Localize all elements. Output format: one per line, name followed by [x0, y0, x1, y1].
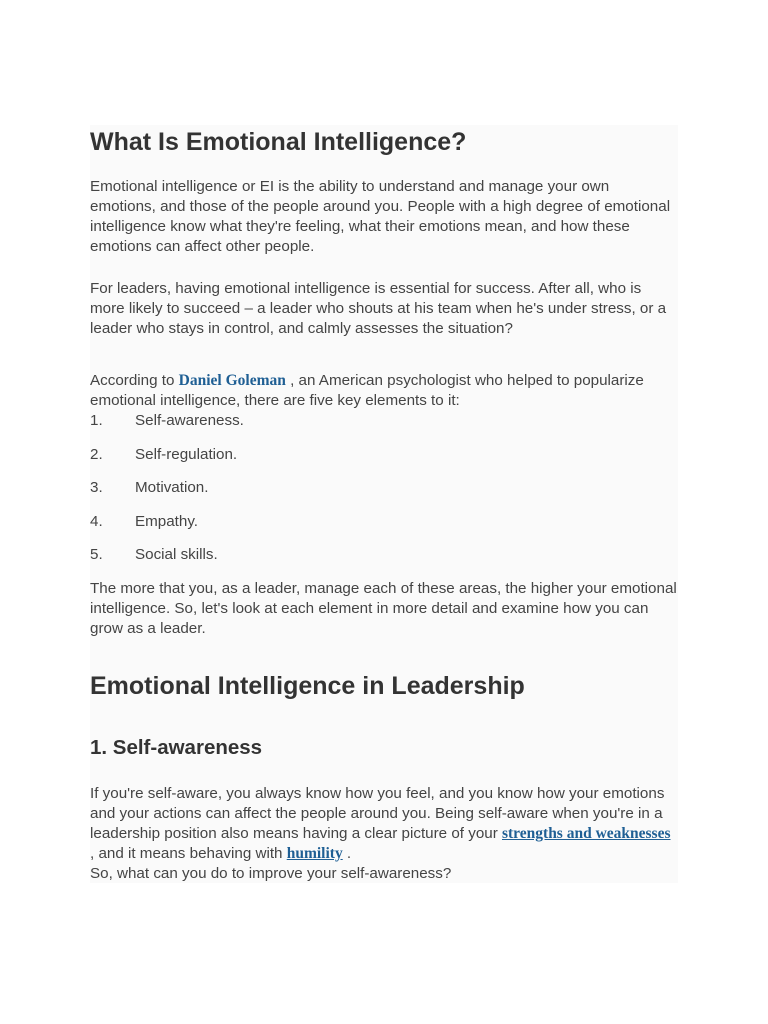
list-item	[90, 411, 678, 431]
list-item-number: 1.	[90, 412, 103, 429]
list-item-text: Self-awareness.	[135, 412, 244, 429]
strengths-weaknesses-link[interactable]: strengths and weaknesses	[501, 825, 671, 842]
humility-link[interactable]: humility	[286, 845, 343, 862]
list-item	[90, 445, 678, 465]
list-item-number: 2.	[90, 445, 103, 463]
paragraph-self-aware	[90, 784, 678, 864]
goleman-text-after: , an American psychologist who helped to popularize emotional intelligence, there are five key elements to it:	[90, 372, 644, 409]
paragraph-leaders: For leaders, having emotional intelligence is essential for success. After all, who is more likely to succeed – a leader who shouts at his team when he's under stress, or a leader who stays in control, and calmly assesses the situation?	[90, 280, 667, 337]
list-item-text: Empathy.	[135, 512, 199, 530]
paragraph-goleman	[90, 371, 678, 411]
list-item-text: Social skills.	[135, 546, 218, 563]
paragraph-improve-question: So, what can you do to improve your self-awareness?	[90, 865, 452, 882]
paragraph-manage-areas: The more that you, as a leader, manage each of these areas, the higher your emotional intelligence. So, let's look at each element in more detail and examine how you can grow as a leader.	[90, 580, 677, 637]
self-aware-text-c: .	[342, 845, 352, 862]
list-item-text: Motivation.	[135, 479, 209, 496]
heading-what-is-ei: What Is Emotional Intelligence?	[90, 128, 467, 156]
self-aware-text-a: If you're self-aware, you always know how you feel, and you know how your emotions and your actions can affect the people around you. Being self-aware when you're in a leadership position also means having a clear picture of your	[90, 785, 665, 842]
daniel-goleman-link[interactable]: Daniel Goleman	[178, 372, 286, 389]
list-item-text: Self-regulation.	[135, 445, 238, 463]
list-item-number: 4.	[90, 512, 103, 530]
goleman-text-before: According to	[90, 372, 179, 389]
five-elements-list	[90, 411, 678, 579]
subheading-self-awareness: 1. Self-awareness	[90, 736, 263, 759]
list-item	[90, 512, 678, 532]
list-item-number: 5.	[90, 546, 103, 563]
paragraph-ei-definition: Emotional intelligence or EI is the ability to understand and manage your own emotions, and those of the people around you. People with a high degree of emotional intelligence know what they're feeling, what their emotions mean, and how these emotions can affect other people.	[90, 178, 671, 255]
self-aware-text-b: , and it means behaving with	[90, 845, 287, 862]
list-item	[90, 478, 678, 498]
document-page	[90, 125, 678, 883]
heading-ei-in-leadership: Emotional Intelligence in Leadership	[90, 672, 525, 700]
list-item	[90, 545, 678, 565]
list-item-number: 3.	[90, 479, 103, 496]
